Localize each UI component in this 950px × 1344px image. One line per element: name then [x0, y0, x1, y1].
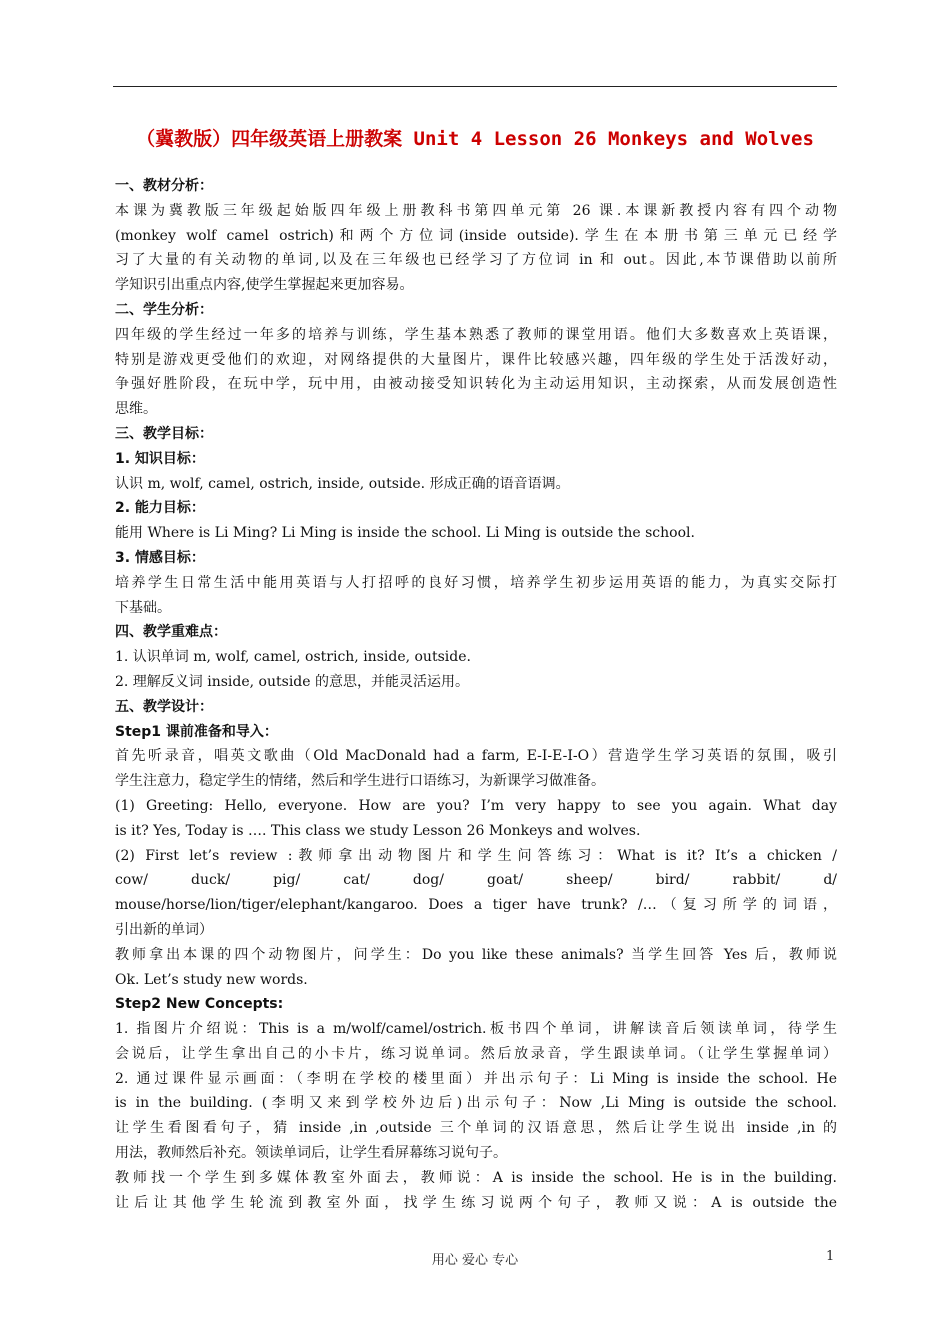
paragraph-line: 让后让其他学生轮流到教室外面，找学生练习说两个句子，教师又说：A is outside the — [115, 1194, 837, 1211]
paragraph-line: 认识 m, wolf, camel, ostrich, inside, outside. 形成正确的语音语调。 — [115, 475, 570, 492]
section-heading: Step2 New Concepts: — [115, 996, 284, 1013]
paragraph-line: 特别是游戏更受他们的欢迎，对网络提供的大量图片，课件比较感兴趣，四年级的学生处于活泼好动， — [115, 351, 837, 368]
section-heading: 二、学生分析： — [115, 301, 213, 318]
paragraph-line: is in the building. (李明又来到学校外边后)出示句子：Now ,Li Ming is outside the school. — [115, 1095, 837, 1112]
paragraph-line: 用法，教师然后补充。领读单词后，让学生看屏幕练习说句子。 — [115, 1145, 507, 1162]
paragraph-line: 会说后，让学生拿出自己的小卡片，练习说单词。然后放录音，学生跟读单词。（让学生掌握单词） — [115, 1045, 837, 1062]
page-number: 1 — [826, 1249, 835, 1264]
paragraph-line: 引出新的单词） — [115, 921, 213, 938]
paragraph-line: 教师拿出本课的四个动物图片，问学生：Do you like these animals? 当学生回答 Yes 后，教师说 — [115, 946, 837, 963]
paragraph-line: 让学生看图看句子，猜 inside ,in ,outside 三个单词的汉语意思，然后让学生说出 inside ,in 的 — [115, 1120, 837, 1137]
paragraph-line: (monkey wolf camel ostrich)和两个方位词(inside outside).学生在本册书第三单元已经学 — [115, 227, 837, 244]
footer-text: 用心 爱心 专心 — [431, 1253, 519, 1268]
paragraph-line: 思维。 — [115, 401, 157, 418]
paragraph-line: (1) Greeting: Hello, everyone. How are you? I’m very happy to see you again. What day — [115, 797, 837, 814]
paragraph-line: 2. 理解反义词 inside, outside 的意思，并能灵活运用。 — [115, 673, 469, 690]
paragraph-line: cow/ duck/ pig/ cat/ dog/ goat/ sheep/ bird/ rabbit/ d/ — [115, 872, 837, 889]
document-body — [115, 174, 837, 1215]
paragraph-line: 1. 认识单词 m, wolf, camel, ostrich, inside, outside. — [115, 649, 471, 666]
paragraph-line: 培养学生日常生活中能用英语与人打招呼的良好习惯，培养学生初步运用英语的能力，为真实交际打 — [115, 574, 837, 591]
paragraph-line: 四年级的学生经过一年多的培养与训练，学生基本熟悉了教师的课堂用语。他们大多数喜欢上英语课， — [115, 326, 837, 343]
paragraph-line: 学生注意力，稳定学生的情绪，然后和学生进行口语练习，为新课学习做准备。 — [115, 773, 605, 790]
section-heading: 三、教学目标： — [115, 425, 213, 442]
paragraph-line: 能用 Where is Li Ming? Li Ming is inside the school. Li Ming is outside the school. — [115, 525, 695, 542]
paragraph-line: 1. 指图片介绍说：This is a m/wolf/camel/ostrich.板书四个单词，讲解读音后领读单词，待学生 — [115, 1021, 837, 1038]
section-heading: 五、教学设计： — [115, 698, 213, 715]
document-title: （冀教版）四年级英语上册教案 Unit 4 Lesson 26 Monkeys and Wolves — [136, 128, 814, 150]
section-heading: 3. 情感目标： — [115, 549, 205, 566]
section-heading: 一、教材分析： — [115, 178, 213, 194]
paragraph-line: 习了大量的有关动物的单词,以及在三年级也已经学习了方位词 in 和 out。因此,本节课借助以前所 — [115, 252, 837, 269]
header-rule — [113, 86, 837, 87]
section-heading: 1. 知识目标： — [115, 450, 205, 467]
paragraph-line: 首先听录音，唱英文歌曲（Old MacDonald had a farm, E-I-E-I-O）营造学生学习英语的氛围，吸引 — [115, 748, 837, 765]
paragraph-line: mouse/horse/lion/tiger/elephant/kangaroo. Does a tiger have trunk? /…（复习所学的词语， — [115, 897, 837, 914]
section-heading: Step1 课前准备和导入： — [115, 723, 278, 740]
section-heading: 2. 能力目标： — [115, 500, 205, 517]
paragraph-line: 2. 通过课件显示画面：（李明在学校的楼里面）并出示句子：Li Ming is inside the school. He — [115, 1070, 837, 1087]
paragraph-line: 本课为冀教版三年级起始版四年级上册教科书第四单元第 26 课.本课新教授内容有四个动物 — [115, 202, 837, 219]
paragraph-line: 学知识引出重点内容,使学生掌握起来更加容易。 — [115, 277, 414, 294]
paragraph-line: 下基础。 — [115, 599, 171, 616]
section-heading: 四、教学重难点： — [115, 624, 227, 641]
paragraph-line: (2) First let’s review :教师拿出动物图片和学生问答练习：What is it? It’s a chicken / — [115, 847, 837, 864]
paragraph-line: 教师找一个学生到多媒体教室外面去，教师说：A is inside the school. He is in the building. — [115, 1169, 837, 1186]
paragraph-line: is it? Yes, Today is …. This class we study Lesson 26 Monkeys and wolves. — [115, 822, 641, 839]
paragraph-line: Ok. Let’s study new words. — [115, 971, 308, 988]
paragraph-line: 争强好胜阶段，在玩中学，玩中用，由被动接受知识转化为主动运用知识，主动探索，从而发展创造性 — [115, 376, 837, 393]
